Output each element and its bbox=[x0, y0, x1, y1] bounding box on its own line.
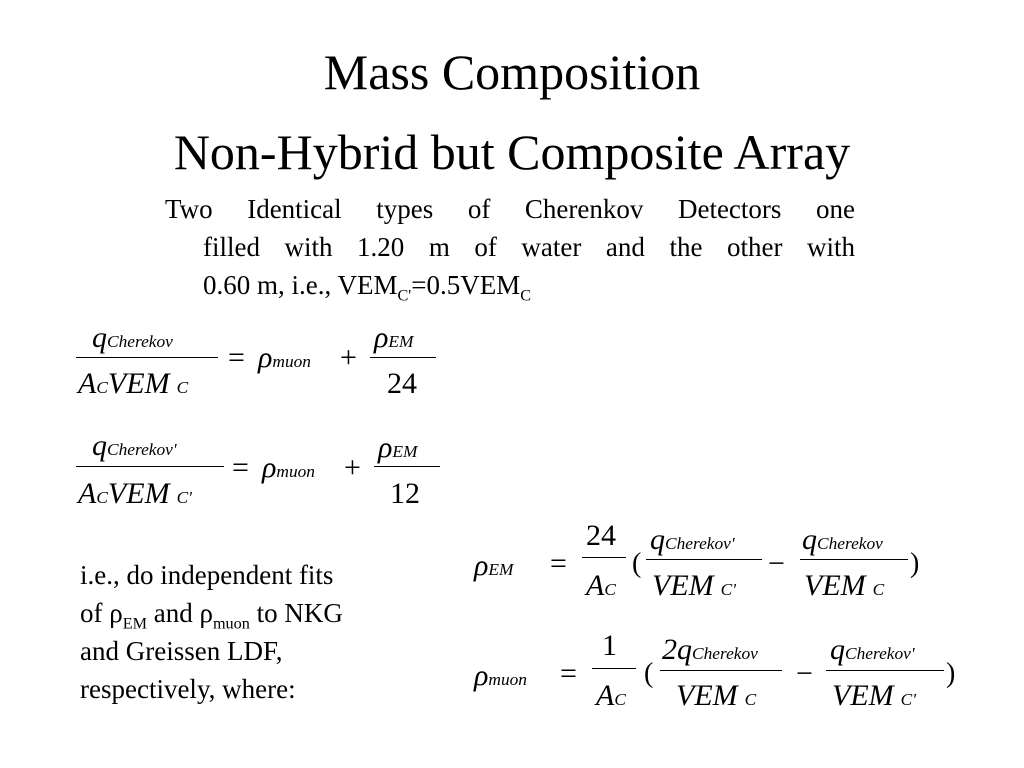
eq3-t2-num: qCherekov bbox=[802, 523, 883, 556]
eq3-equals: = bbox=[550, 547, 567, 580]
eq3-coef-den: AC bbox=[586, 569, 616, 602]
eq3-open-paren: ( bbox=[632, 548, 642, 579]
intro-paragraph bbox=[165, 190, 855, 304]
eq4-rho-muon: ρmuon bbox=[474, 659, 527, 692]
eq4-equals: = bbox=[560, 657, 577, 690]
eq2-numerator: qCherekov' bbox=[92, 429, 177, 462]
eq1-denominator: ACVEM C bbox=[78, 367, 189, 400]
note-line-2: of $\rho_{EM}$ and $\rho_{muon}$ to NKG bbox=[80, 598, 343, 633]
eq1-rho-em: ρEM bbox=[374, 321, 414, 354]
note-line-3: and Greissen LDF, bbox=[80, 636, 283, 666]
intro-line-1: Two Identical types of Cherenkov Detectors one bbox=[165, 194, 855, 224]
eq1-numerator: qCherekov bbox=[92, 321, 173, 354]
eq4-minus: − bbox=[796, 657, 813, 690]
intro-sub-c: C bbox=[520, 286, 532, 305]
eq4-coef-den: AC bbox=[596, 679, 626, 712]
title-line-2: Non-Hybrid but Composite Array bbox=[173, 124, 851, 180]
intro-line-3 bbox=[165, 266, 855, 304]
eq3-t1-den: VEM C' bbox=[652, 569, 736, 602]
eq3-t1-bar bbox=[646, 559, 762, 560]
eq1-equals: = bbox=[228, 341, 245, 374]
eq4-coef-num: 1 bbox=[602, 629, 617, 662]
eq2-rho-muon: ρmuon bbox=[262, 451, 315, 484]
eq4-t2-den: VEM C' bbox=[832, 679, 916, 712]
eq3-rho-em: ρEM bbox=[474, 549, 514, 582]
eq3-coef-num: 24 bbox=[586, 519, 616, 552]
eq3-t2-den: VEM C bbox=[804, 569, 885, 602]
intro-line-3-prefix: 0.60 m, i.e., VEM bbox=[203, 270, 398, 300]
eq1-fraction-bar-2 bbox=[370, 357, 436, 358]
eq4-t1-bar bbox=[660, 670, 782, 671]
eq4-t2-num: qCherekov' bbox=[830, 633, 915, 666]
eq2-equals: = bbox=[232, 451, 249, 484]
intro-sub-c-prime: C' bbox=[397, 286, 412, 305]
eq2-denominator-12: 12 bbox=[390, 477, 420, 510]
eq2-fraction-bar-2 bbox=[374, 466, 440, 467]
eq4-coef-bar bbox=[592, 668, 636, 669]
eq2-denominator: ACVEM C' bbox=[78, 477, 192, 510]
eq3-close-paren: ) bbox=[910, 548, 920, 579]
eq4-t1-den: VEM C bbox=[676, 679, 757, 712]
eq3-t2-bar bbox=[800, 559, 908, 560]
note-line-4: respectively, where: bbox=[80, 674, 296, 704]
eq3-t1-num: qCherekov' bbox=[650, 523, 735, 556]
eq4-t1-num: 2qCherekov bbox=[662, 633, 758, 666]
eq1-fraction-bar bbox=[76, 357, 218, 358]
eq4-open-paren: ( bbox=[644, 658, 654, 689]
note-line-1: i.e., do independent fits bbox=[80, 560, 334, 590]
intro-line-3-mid: =0.5VEM bbox=[411, 270, 521, 300]
eq3-minus: − bbox=[768, 547, 785, 580]
eq2-fraction-bar bbox=[76, 466, 224, 467]
eq4-t2-bar bbox=[826, 670, 944, 671]
title-line-1: Mass Composition bbox=[323, 44, 701, 100]
intro-line-2: filled with 1.20 m of water and the other with bbox=[203, 232, 855, 262]
eq3-coef-bar bbox=[582, 557, 626, 558]
eq2-rho-em: ρEM bbox=[378, 431, 418, 464]
eq1-denominator-24: 24 bbox=[387, 367, 417, 400]
note-paragraph bbox=[80, 556, 450, 708]
eq2-plus: + bbox=[344, 451, 361, 484]
eq4-close-paren: ) bbox=[946, 658, 956, 689]
eq1-rho-muon: ρmuon bbox=[258, 341, 311, 374]
eq1-plus: + bbox=[340, 341, 357, 374]
